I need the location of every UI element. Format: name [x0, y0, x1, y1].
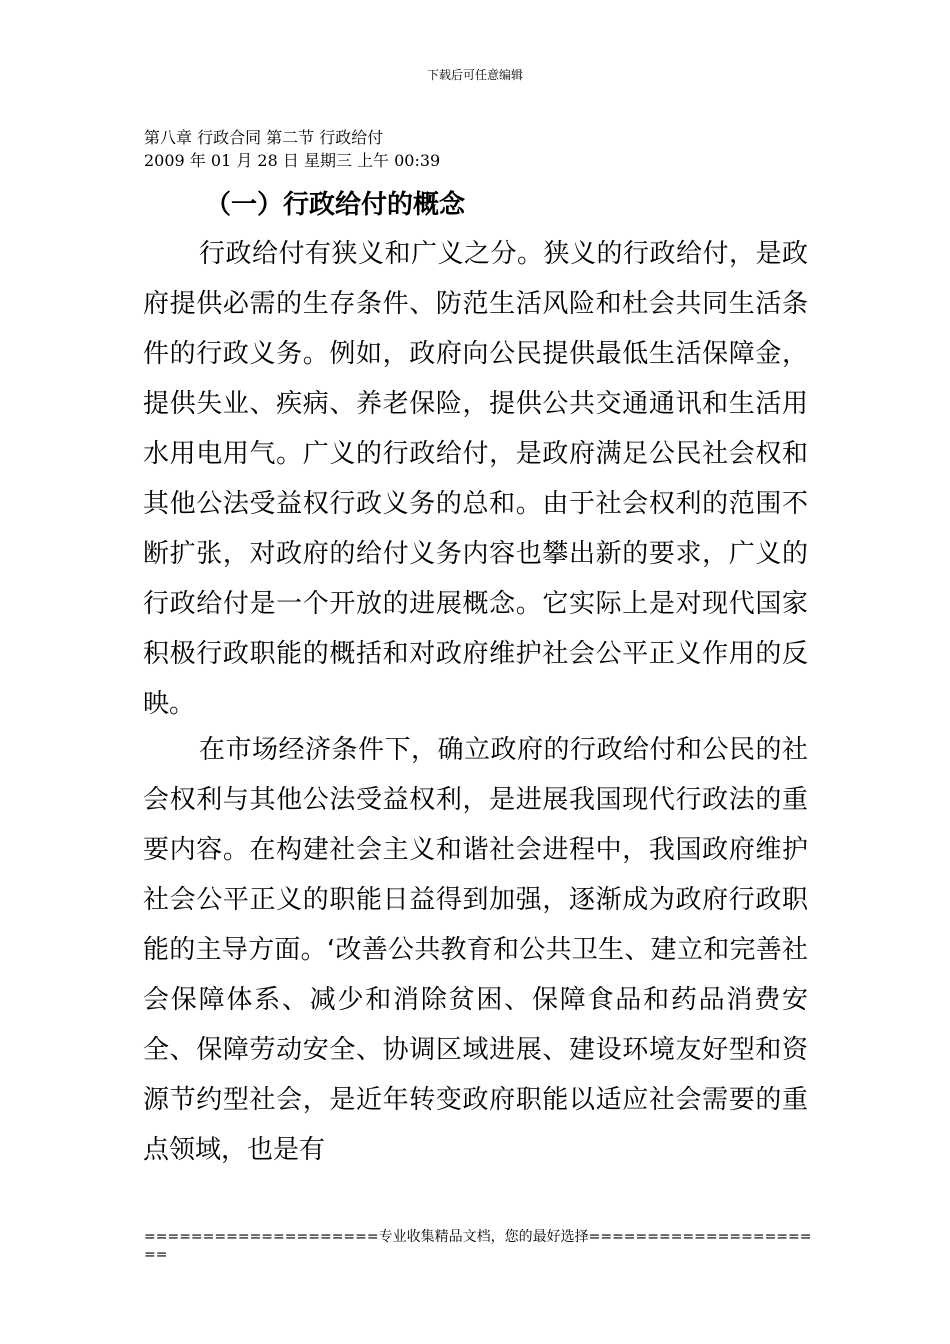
chapter-title: 第八章 行政合同 第二节 行政给付 — [144, 128, 384, 147]
paragraph-2-container — [143, 725, 808, 1175]
paragraph: 行政给付有狭义和广义之分。狭义的行政给付，是政府提供必需的生存条件、防范生活风险和杜会共同生活条件的行政义务。例如，政府向公民提供最低生活保障金，提供失业、疾病、养老保险，提供公共交通通讯和生活用水用电用气。广义的行政给付，是政府满足公民社会权和其他公法受益权行政义务的总和。由于社会权利的范围不断扩张，对政府的给付义务内容也攀出新的要求，广义的行政给付是一个开放的进展概念。它实际上是对现代国家积极行政职能的概括和对政府维护社会公平正义作用的反映。 — [143, 239, 808, 719]
post-timestamp: 2009 年 01 月 28 日 星期三 上午 00:39 — [144, 151, 441, 170]
paragraph: 在市场经济条件下，确立政府的行政给付和公民的社会权利与其他公法受益权利，是进展我国现代行政法的重要内容。在构建社会主义和谐社会进程中，我国政府维护社会公平正义的职能日益得到加强，逐渐成为政府行政职能的主导方面。‘改善公共教育和公共卫生、建立和完善社会保障体系、减少和消除贫困、保障食品和药品消费安全、保障劳动安全、协调区域进展、建设环境友好型和资源节约型社会，是近年转变政府职能以适应社会需要的重点领域，也是有 — [143, 735, 808, 1165]
page-header: 下载后可任意编辑 — [426, 68, 523, 82]
page-footer: ====================专业收集精品文档，您的最好选择===================== — [144, 1229, 812, 1263]
paragraph-1-container — [143, 229, 808, 729]
section-heading: （一）行政给付的概念 — [205, 190, 466, 220]
